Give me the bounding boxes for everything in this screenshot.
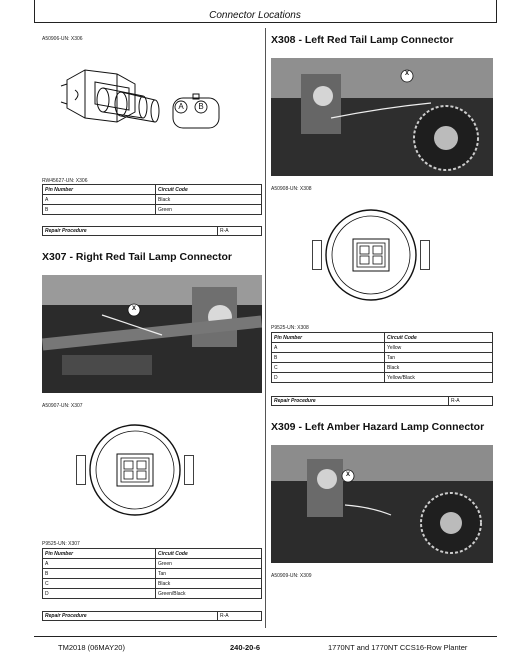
figure-label: A50908-UN: X308	[271, 186, 312, 192]
x307-photo	[42, 275, 262, 393]
table-row	[43, 559, 262, 569]
footer-rule	[34, 636, 497, 637]
x307-left-tab	[76, 455, 86, 485]
repair-procedure-x307	[42, 611, 262, 621]
x309-photo	[271, 445, 493, 563]
circuit-cell: Green/Black	[156, 589, 262, 599]
pin-table-x307	[42, 548, 262, 599]
pin-cell: A	[272, 343, 385, 353]
repair-procedure-x306	[42, 226, 262, 236]
column-header: Pin Number	[43, 549, 156, 559]
footer-product: 1770NT and 1770NT CCS16-Row Planter	[328, 643, 468, 652]
pin-cell: C	[272, 363, 385, 373]
pin-cell: D	[272, 373, 385, 383]
column-header: Pin Number	[272, 333, 385, 343]
repair-value: R-A	[449, 397, 493, 406]
repair-value: R-A	[218, 612, 262, 621]
pin-cell: B	[43, 205, 156, 215]
column-header: Circuit Code	[385, 333, 493, 343]
circuit-cell: Green	[156, 559, 262, 569]
x307-right-tab	[184, 455, 194, 485]
circuit-cell: Green	[156, 205, 262, 215]
pin-cell: C	[43, 579, 156, 589]
repair-value: R-A	[218, 227, 262, 236]
pin-cell: B	[272, 353, 385, 363]
x307-connector-face-diagram	[85, 420, 185, 520]
x308-photo	[271, 58, 493, 176]
circuit-cell: Tan	[385, 353, 493, 363]
footer-page-number: 240-20-6	[230, 643, 261, 652]
table-row	[43, 579, 262, 589]
pin-cell: A	[43, 559, 156, 569]
section-title-x308: X308 - Left Red Tail Lamp Connector	[271, 34, 454, 46]
x308-connector-face-diagram	[321, 205, 421, 305]
figure-label: P9525-UN: X308	[271, 325, 309, 331]
x307-photo-callout: X	[131, 306, 136, 312]
figure-label: RW45627-UN: X306	[42, 178, 88, 184]
figure-label: A50907-UN: X307	[42, 403, 83, 409]
column-header: Circuit Code	[156, 185, 262, 195]
header-rule	[34, 22, 497, 23]
circuit-cell: Black	[156, 195, 262, 205]
pin-table-x308	[271, 332, 493, 383]
table-row	[43, 589, 262, 599]
table-row	[272, 373, 493, 383]
repair-procedure-x308	[271, 396, 493, 406]
table-row	[43, 195, 262, 205]
pin-cell: D	[43, 589, 156, 599]
figure-label: A50906-UN: X306	[42, 36, 83, 42]
x308-left-tab	[312, 240, 322, 270]
pin-cell: A	[43, 195, 156, 205]
circuit-cell: Yellow/Black	[385, 373, 493, 383]
column-divider	[265, 28, 266, 628]
pin-cell: B	[43, 569, 156, 579]
pin-table-x306	[42, 184, 262, 215]
page-title: Connector Locations	[209, 10, 301, 21]
repair-label: Repair Procedure	[272, 397, 449, 406]
circuit-cell: Tan	[156, 569, 262, 579]
callout-a-label: A	[178, 102, 184, 111]
x309-photo-callout: X	[345, 472, 350, 478]
table-row	[272, 343, 493, 353]
table-row	[43, 569, 262, 579]
table-row	[43, 205, 262, 215]
circuit-cell: Black	[156, 579, 262, 589]
circuit-cell: Yellow	[385, 343, 493, 353]
figure-label: P9525-UN: X307	[42, 541, 80, 547]
connector-drawing	[55, 60, 255, 145]
repair-label: Repair Procedure	[43, 612, 218, 621]
figure-label: A50909-UN: X309	[271, 573, 312, 579]
footer-doc-id: TM2018 (06MAY20)	[58, 643, 125, 652]
repair-label: Repair Procedure	[43, 227, 218, 236]
table-row	[272, 353, 493, 363]
x308-right-tab	[420, 240, 430, 270]
column-header: Circuit Code	[156, 549, 262, 559]
circuit-cell: Black	[385, 363, 493, 373]
column-header: Pin Number	[43, 185, 156, 195]
x308-photo-callout: X	[404, 71, 409, 77]
section-title-x309: X309 - Left Amber Hazard Lamp Connector	[271, 421, 485, 433]
callout-b-label: B	[198, 102, 204, 111]
table-row	[272, 363, 493, 373]
section-title-x307: X307 - Right Red Tail Lamp Connector	[42, 251, 232, 263]
